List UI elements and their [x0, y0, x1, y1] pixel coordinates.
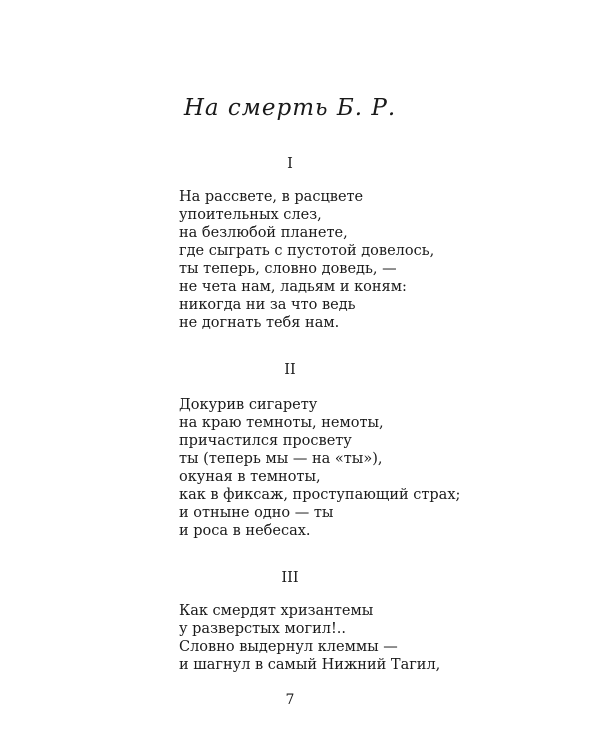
stanza-line: ты теперь, словно доведь, —	[179, 261, 397, 277]
stanza-line: ты (теперь мы — на «ты»),	[179, 451, 383, 467]
section-2-numeral: II	[284, 362, 296, 378]
page-number: 7	[285, 692, 295, 708]
stanza-line: никогда ни за что ведь	[179, 297, 356, 313]
poem-title: На смерть Б. Р.	[183, 95, 397, 121]
section-3-stanza	[179, 602, 440, 674]
section-2-stanza	[179, 396, 460, 540]
stanza-line: как в фиксаж, проступающий страх;	[179, 487, 461, 503]
section-1-numeral: I	[287, 156, 293, 172]
stanza-line: и роса в небесах.	[179, 523, 311, 539]
stanza-line: на краю темноты, немоты,	[179, 415, 384, 431]
stanza-line: окуная в темноты,	[179, 469, 321, 485]
stanza-line: На рассвете, в расцвете	[179, 189, 364, 205]
stanza-line: и шагнул в самый Нижний Тагил,	[179, 657, 441, 673]
stanza-line: Как смердят хризантемы	[179, 603, 374, 619]
stanza-line: у разверстых могил!..	[179, 621, 346, 637]
stanza-line: не догнать тебя нам.	[179, 315, 340, 331]
stanza-line: Словно выдернул клеммы —	[179, 639, 398, 655]
stanza-line: причастился просвету	[179, 433, 352, 449]
stanza-line: Докурив сигарету	[179, 397, 318, 413]
stanza-line: не чета нам, ладьям и коням:	[179, 279, 407, 295]
section-1-stanza	[179, 188, 434, 332]
stanza-line: упоительных слез,	[179, 207, 322, 223]
stanza-line: и отныне одно — ты	[179, 505, 334, 521]
stanza-line: на безлюбой планете,	[179, 225, 348, 241]
stanza-line: где сыграть с пустотой довелось,	[179, 243, 435, 259]
section-3-numeral: III	[281, 570, 299, 586]
